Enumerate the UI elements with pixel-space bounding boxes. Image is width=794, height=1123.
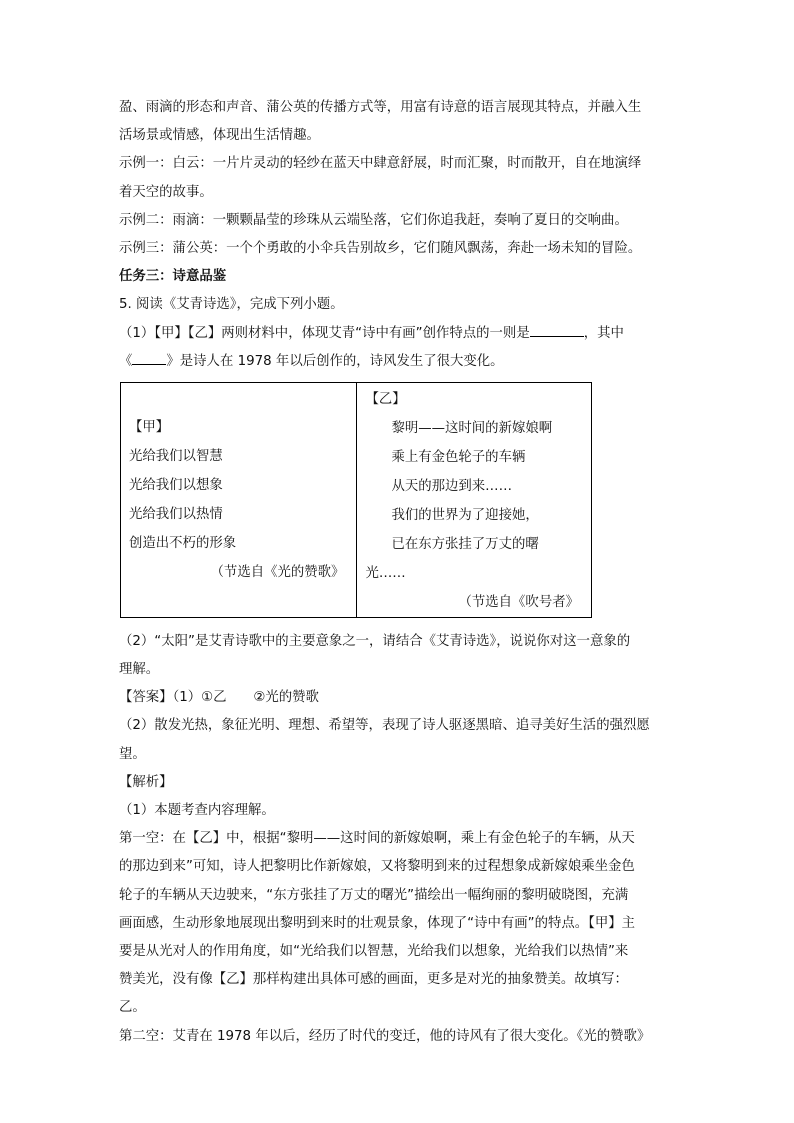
question-5-sub1-line1 [119,320,679,348]
poem-jia-label: 【甲】 [129,419,170,435]
answer-blank-1[interactable] [530,322,584,337]
question-5-sub2-line1: （2）“太阳”是艾青诗歌中的主要意象之一，请结合《艾青诗选》，说说你对这一意象的 [119,633,631,649]
analysis-line: 第一空：在【乙】中，根据“黎明——这时间的新嫁娘啊，乘上有金色轮子的车辆，从天 [119,831,635,847]
sub1-text-a: （1）【甲】【乙】两则材料中，体现艾青“诗中有画”创作特点的一则是 [119,325,530,341]
poem-yi-source: （节选自《吹号者》 [458,594,579,610]
intro-line-1: 盈、雨滴的形态和声音、蒲公英的传播方式等，用富有诗意的语言展现其特点，并融入生 [119,100,642,115]
poem-jia-line: 光给我们以智慧 [129,448,223,464]
poem-jia-line: 光给我们以热情 [129,506,223,522]
poem-yi-line: 从天的那边到来…… [391,478,512,494]
answer-line-2: （2）散发光热，象征光明、理想、希望等，表现了诗人驱逐黑暗、追寻美好生活的强烈愿 [119,718,650,734]
poem-yi-line: 已在东方张挂了万丈的曙 [391,536,539,552]
question-5-sub2-line2: 理解。 [119,662,160,678]
poem-table [120,382,592,618]
document-page [119,94,679,1051]
poem-yi-line: 黎明——这时间的新嫁娘啊 [391,420,553,436]
analysis-title: 【解析】 [119,774,173,790]
example-3: 示例三：蒲公英：一个个勇敢的小伞兵告别故乡，它们随风飘荡，奔赴一场未知的冒险。 [119,240,642,256]
poem-jia-line: 创造出不朽的形象 [129,535,237,551]
analysis-line: 要是从光对人的作用角度，如“光给我们以智慧，光给我们以想象，光给我们以热情”来 [119,943,629,959]
example-1-line-1: 示例一：白云：一片片灵动的轻纱在蓝天中肆意舒展，时而汇聚，时而散开，自在地演绎 [119,156,642,172]
analysis-line: 赞美光，没有像【乙】那样构建出具体可感的画面，更多是对光的抽象赞美。故填写： [119,972,628,988]
sub1-text-d: 》是诗人在 1978 年以后创作的，诗风发生了很大变化。 [166,353,504,369]
analysis-line: 乙。 [119,1000,146,1016]
answer-line-3: 望。 [119,746,146,762]
analysis-line: 的那边到来”可知，诗人把黎明比作新嫁娘，又将黎明到来的过程想象成新嫁娘乘坐金色 [119,859,635,875]
analysis-line: （1）本题考查内容理解。 [119,803,275,818]
poem-yi-line: 乘上有金色轮子的车辆 [391,449,526,465]
analysis-line: 轮子的车辆从天边驶来，“东方张挂了万丈的曙光”描绘出一幅绚丽的黎明破晓图，充满 [119,887,629,903]
poem-jia-source: （节选自《光的赞歌》 [210,564,345,580]
answer-line-1: 【答案】（1）①乙 ②光的赞歌 [119,690,319,706]
poem-yi-label: 【乙】 [365,391,406,407]
analysis-line: 第二空：艾青在 1978 年以后，经历了时代的变迁，他的诗风有了很大变化。《光的赞歌》 [119,1028,651,1044]
poem-yi-tail: 光…… [365,565,406,581]
sub1-text-c: 《 [119,353,133,369]
answer-blank-2[interactable] [132,350,166,365]
example-1-line-2: 着天空的故事。 [119,184,213,200]
intro-line-2: 活场景或情感，体现出生活情趣。 [119,128,320,144]
task-title: 任务三：诗意品鉴 [119,269,227,285]
poem-yi-cell [357,382,592,617]
question-5-stem: 5. 阅读《艾青诗选》，完成下列小题。 [119,297,344,313]
analysis-line: 画面感，生动形象地展现出黎明到来时的壮观景象，体现了“诗中有画”的特点。【甲】主 [119,915,636,931]
poem-yi-line: 我们的世界为了迎接她， [391,507,539,523]
poem-jia-cell [121,382,357,617]
sub1-text-b: ，其中 [583,325,624,341]
example-2: 示例二：雨滴：一颗颗晶莹的珍珠从云端坠落，它们你追我赶，奏响了夏日的交响曲。 [119,212,628,228]
poem-jia-line: 光给我们以想象 [129,477,223,493]
question-5-sub1-line2 [119,348,679,376]
